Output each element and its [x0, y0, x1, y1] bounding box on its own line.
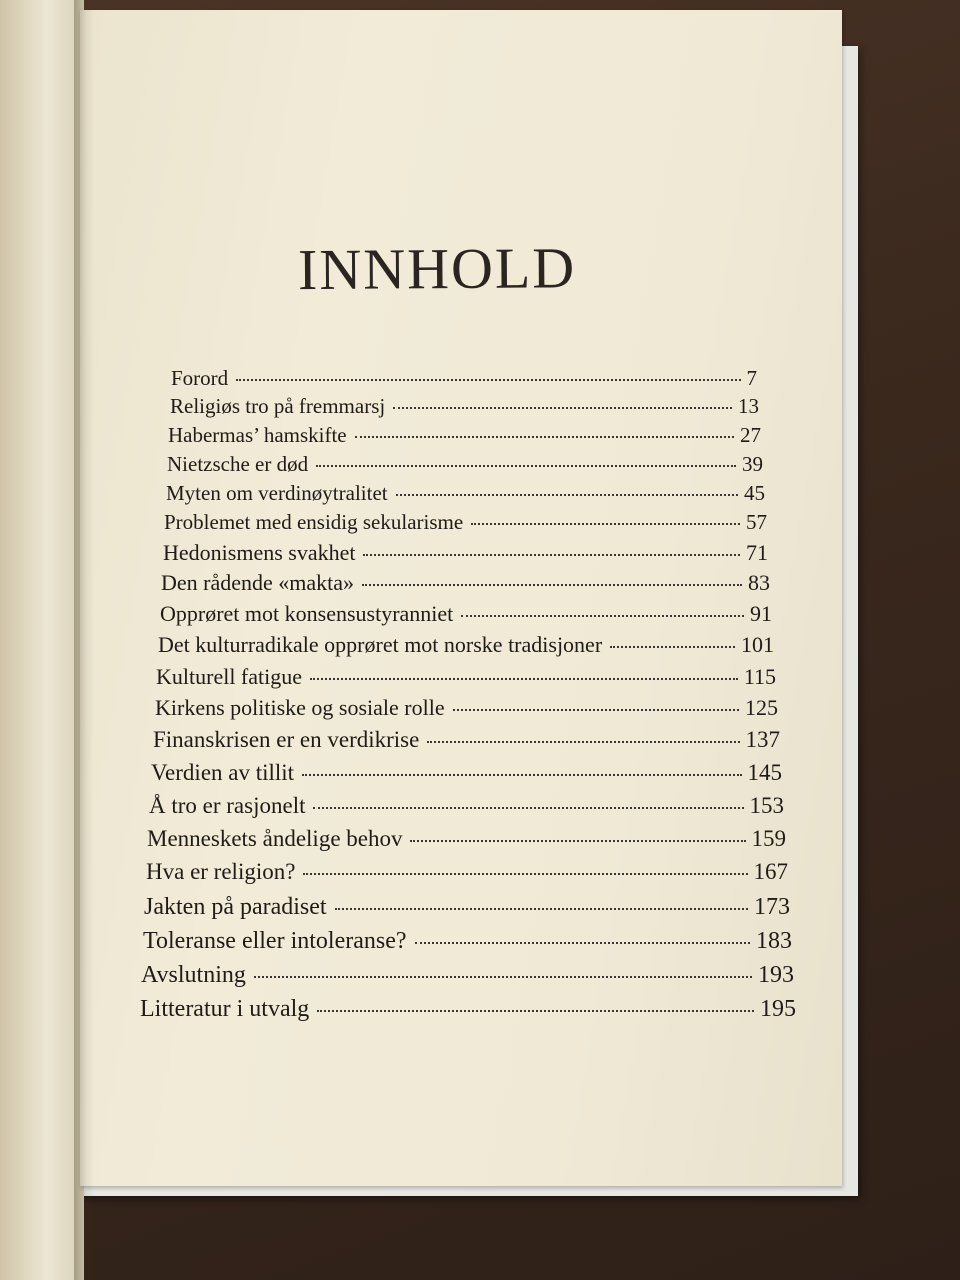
toc-entry-label: Hedonismens svakhet: [163, 540, 356, 565]
toc-entry-label: Verdien av tillit: [151, 760, 295, 785]
toc-entry-page: 71: [746, 540, 768, 565]
toc-entry-label: Myten om verdinøytralitet: [166, 481, 388, 505]
toc-leader-dots: [471, 523, 740, 525]
toc-entry-habermas: [168, 423, 761, 448]
toc-entry-kirkens: [155, 695, 778, 721]
toc-entry-label: Den rådende «makta»: [161, 570, 355, 595]
toc-entry-label: Problemet med ensidig sekularisme: [164, 510, 464, 534]
toc-entry-label: Religiøs tro på fremmarsj: [170, 394, 386, 418]
toc-leader-dots: [302, 774, 741, 776]
toc-entry-page: 145: [747, 760, 782, 785]
toc-leader-dots: [363, 554, 740, 556]
toc-entry-page: 39: [742, 452, 763, 476]
toc-entry-page: 101: [741, 632, 774, 657]
toc-entry-page: 153: [749, 793, 784, 818]
toc-entry-label: Forord: [171, 366, 229, 390]
toc-entry-page: 7: [746, 366, 757, 390]
toc-entry-page: 195: [760, 996, 796, 1022]
toc-entry-label: Kirkens politiske og sosiale rolle: [155, 695, 445, 720]
toc-entry-verdien-tillit: [151, 760, 782, 786]
toc-entry-label: Toleranse eller intoleranse?: [143, 928, 407, 954]
toc-leader-dots: [610, 646, 735, 648]
toc-leader-dots: [316, 465, 736, 467]
toc-entry-label: Hva er religion?: [146, 859, 296, 884]
toc-entry-page: 125: [745, 695, 778, 720]
toc-leader-dots: [415, 942, 750, 944]
toc-entry-page: 167: [753, 859, 788, 884]
toc-entry-page: 115: [743, 664, 776, 689]
toc-leader-dots: [335, 908, 748, 910]
toc-entry-finanskrisen: [153, 727, 780, 753]
toc-entry-religios-tro: [170, 394, 759, 419]
toc-entry-page: 83: [748, 570, 770, 595]
toc-entry-nietzsche: [167, 452, 763, 477]
toc-entry-oppmoret-konsensus: [160, 601, 772, 627]
toc-entry-page: 13: [738, 394, 759, 418]
toc-leader-dots: [393, 407, 732, 409]
toc-entry-kulturell-fatigue: [156, 664, 776, 690]
toc-entry-page: 159: [751, 826, 786, 851]
toc-entry-label: Habermas’ hamskifte: [168, 423, 347, 447]
toc-leader-dots: [453, 709, 739, 711]
toc-entry-page: 137: [745, 727, 780, 752]
toc-entry-myten: [166, 481, 765, 506]
toc-entry-makta: [161, 570, 770, 596]
toc-entry-page: 27: [740, 423, 761, 447]
toc-leader-dots: [310, 678, 738, 680]
toc-entry-hedonismens: [163, 540, 768, 566]
toc-leader-dots: [254, 976, 752, 978]
toc-leader-dots: [362, 584, 742, 586]
toc-leader-dots: [410, 840, 745, 842]
toc-entry-page: 193: [758, 962, 794, 988]
toc-entry-label: Finanskrisen er en verdikrise: [153, 727, 420, 752]
toc-entry-label: Avslutning: [141, 962, 246, 988]
toc-entry-label: Det kulturradikale opprøret mot norske tradisjoner: [158, 632, 603, 657]
toc-entry-label: Menneskets åndelige behov: [147, 826, 403, 851]
toc-entry-toleranse: [143, 928, 792, 955]
toc-entry-label: Nietzsche er død: [167, 452, 309, 476]
toc-entry-page: 57: [746, 510, 767, 534]
toc-entry-label: Jakten på paradiset: [144, 894, 327, 920]
toc-leader-dots: [317, 1010, 754, 1012]
toc-entry-a-tro: [149, 793, 784, 819]
toc-entry-kulturradikale: [158, 632, 774, 658]
toc-leader-dots: [396, 494, 738, 496]
toc-entry-problemet: [164, 510, 767, 535]
toc-leader-dots: [461, 615, 744, 617]
page-title: INNHOLD: [297, 235, 577, 303]
toc-leader-dots: [355, 436, 734, 438]
toc-entry-page: 183: [756, 928, 792, 954]
toc-entry-page: 173: [754, 894, 790, 920]
toc-entry-litteratur: [140, 996, 796, 1023]
toc-entry-label: Kulturell fatigue: [156, 664, 303, 689]
toc-entry-forord: [171, 366, 757, 391]
toc-leader-dots: [313, 807, 743, 809]
toc-leader-dots: [303, 873, 747, 875]
toc-leader-dots: [427, 741, 739, 743]
toc-entry-avslutning: [141, 962, 794, 989]
toc-entry-page: 45: [744, 481, 765, 505]
toc-entry-label: Å tro er rasjonelt: [149, 793, 306, 818]
toc-entry-jakten: [144, 894, 790, 921]
toc-entry-hva-er-religion: [146, 859, 788, 885]
toc-entry-label: Litteratur i utvalg: [140, 996, 310, 1022]
toc-entry-page: 91: [750, 601, 772, 626]
toc-entry-label: Opprøret mot konsensustyranniet: [160, 601, 454, 626]
toc-leader-dots: [236, 379, 740, 381]
toc-entry-menneskets: [147, 826, 786, 852]
